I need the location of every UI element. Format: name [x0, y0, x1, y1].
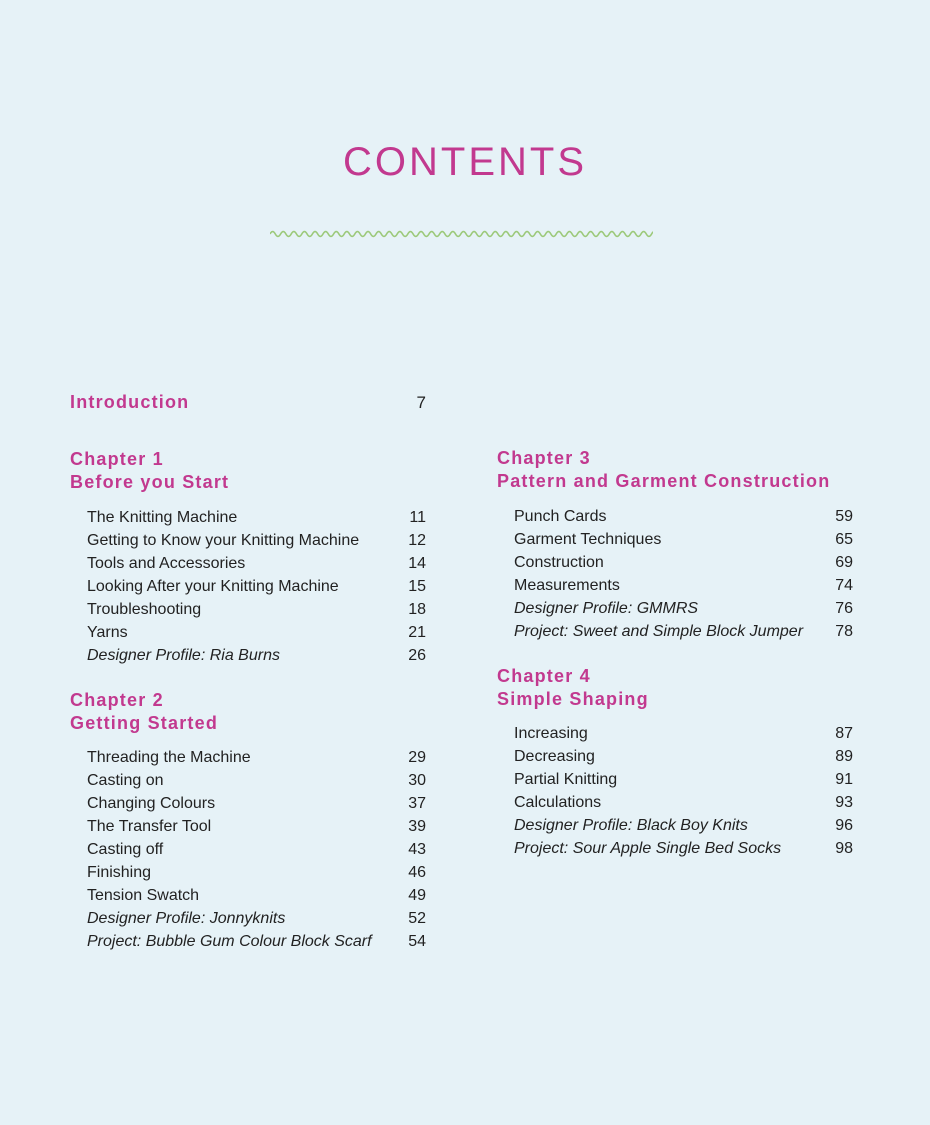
toc-entry[interactable] — [87, 644, 426, 667]
chapter-2-entries — [87, 746, 426, 953]
entry-page: 91 — [835, 771, 853, 788]
entry-page: 54 — [408, 933, 426, 950]
entry-label: Casting on — [87, 772, 164, 789]
toc-entry[interactable] — [87, 529, 426, 552]
entry-page: 30 — [408, 772, 426, 789]
entry-label: Partial Knitting — [514, 771, 618, 788]
wavy-divider — [270, 226, 653, 242]
entry-label: Finishing — [87, 864, 152, 881]
page-title: CONTENTS — [343, 140, 587, 184]
entry-page: 46 — [408, 864, 426, 881]
chapter-2-number: Chapter 2 — [70, 690, 164, 710]
entry-page: 37 — [408, 795, 426, 812]
entry-label: Designer Profile: GMMRS — [514, 600, 699, 617]
toc-entry[interactable] — [87, 575, 426, 598]
toc-entry[interactable] — [87, 621, 426, 644]
entry-label: Measurements — [514, 577, 620, 594]
entry-page: 29 — [408, 749, 426, 766]
toc-entry[interactable] — [514, 768, 853, 791]
entry-page: 14 — [408, 555, 426, 572]
toc-entry[interactable] — [514, 505, 853, 528]
entry-page: 18 — [408, 601, 426, 618]
chapter-1-number: Chapter 1 — [70, 449, 164, 469]
entry-label: Threading the Machine — [87, 749, 251, 766]
toc-entry[interactable] — [514, 620, 853, 643]
toc-entry[interactable] — [514, 791, 853, 814]
entry-page: 12 — [408, 532, 426, 549]
toc-entry[interactable] — [87, 746, 426, 769]
entry-label: Punch Cards — [514, 508, 607, 525]
entry-page: 49 — [408, 887, 426, 904]
entry-label: Project: Sour Apple Single Bed Socks — [514, 840, 782, 857]
entry-label: Yarns — [87, 624, 128, 641]
entry-page: 93 — [835, 794, 853, 811]
toc-entry[interactable] — [514, 551, 853, 574]
entry-label: Getting to Know your Knitting Machine — [87, 532, 360, 549]
toc-entry[interactable] — [87, 506, 426, 529]
entry-page: 74 — [835, 577, 853, 594]
entry-page: 43 — [408, 841, 426, 858]
entry-page: 65 — [835, 531, 853, 548]
entry-page: 89 — [835, 748, 853, 765]
toc-entry[interactable] — [87, 884, 426, 907]
chapter-3-entries — [514, 505, 853, 643]
entry-label: Designer Profile: Ria Burns — [87, 647, 280, 664]
entry-label: The Transfer Tool — [87, 818, 212, 835]
chapter-1-entries — [87, 506, 426, 667]
toc-introduction[interactable] — [70, 391, 426, 414]
toc-entry[interactable] — [514, 745, 853, 768]
chapter-2-title: Getting Started — [70, 713, 219, 733]
entry-label: The Knitting Machine — [87, 509, 238, 526]
entry-label: Looking After your Knitting Machine — [87, 578, 339, 595]
entry-page: 98 — [835, 840, 853, 857]
toc-entry[interactable] — [514, 574, 853, 597]
entry-page: 87 — [835, 725, 853, 742]
entry-page: 39 — [408, 818, 426, 835]
entry-page: 11 — [409, 509, 426, 526]
entry-page: 15 — [408, 578, 426, 595]
entry-label: Changing Colours — [87, 795, 216, 812]
introduction-heading: Introduction — [70, 392, 190, 412]
entry-page: 96 — [835, 817, 853, 834]
entry-label: Designer Profile: Black Boy Knits — [514, 817, 748, 834]
entry-label: Calculations — [514, 794, 602, 811]
entry-page: 78 — [835, 623, 853, 640]
entry-page: 26 — [408, 647, 426, 664]
chapter-1-title: Before you Start — [70, 472, 230, 492]
chapter-3-title: Pattern and Garment Construction — [497, 471, 831, 491]
chapter-4-title: Simple Shaping — [497, 689, 649, 709]
entry-page: 69 — [835, 554, 853, 571]
toc-entry[interactable] — [514, 597, 853, 620]
entry-label: Casting off — [87, 841, 164, 858]
entry-label: Decreasing — [514, 748, 595, 765]
entry-page: 52 — [408, 910, 426, 927]
entry-page: 21 — [408, 624, 426, 641]
toc-entry[interactable] — [514, 722, 853, 745]
entry-page: 59 — [835, 508, 853, 525]
entry-label: Project: Bubble Gum Colour Block Scarf — [87, 933, 372, 950]
toc-entry[interactable] — [514, 814, 853, 837]
toc-entry[interactable] — [87, 838, 426, 861]
entry-page: 76 — [835, 600, 853, 617]
introduction-page: 7 — [416, 393, 426, 412]
toc-entry[interactable] — [87, 907, 426, 930]
chapter-3-number: Chapter 3 — [497, 448, 591, 468]
entry-label: Designer Profile: Jonnyknits — [87, 910, 286, 927]
entry-label: Troubleshooting — [87, 601, 202, 618]
entry-label: Tools and Accessories — [87, 555, 246, 572]
chapter-4-entries — [514, 722, 853, 860]
toc-entry[interactable] — [87, 792, 426, 815]
toc-entry[interactable] — [87, 552, 426, 575]
toc-entry[interactable] — [514, 528, 853, 551]
toc-entry[interactable] — [87, 861, 426, 884]
entry-label: Construction — [514, 554, 604, 571]
chapter-4-number: Chapter 4 — [497, 666, 591, 686]
toc-entry[interactable] — [87, 930, 426, 953]
entry-label: Project: Sweet and Simple Block Jumper — [514, 623, 804, 640]
entry-label: Tension Swatch — [87, 887, 200, 904]
toc-entry[interactable] — [87, 815, 426, 838]
entry-label: Increasing — [514, 725, 588, 742]
toc-entry[interactable] — [87, 598, 426, 621]
toc-entry[interactable] — [87, 769, 426, 792]
entry-label: Garment Techniques — [514, 531, 662, 548]
toc-entry[interactable] — [514, 837, 853, 860]
